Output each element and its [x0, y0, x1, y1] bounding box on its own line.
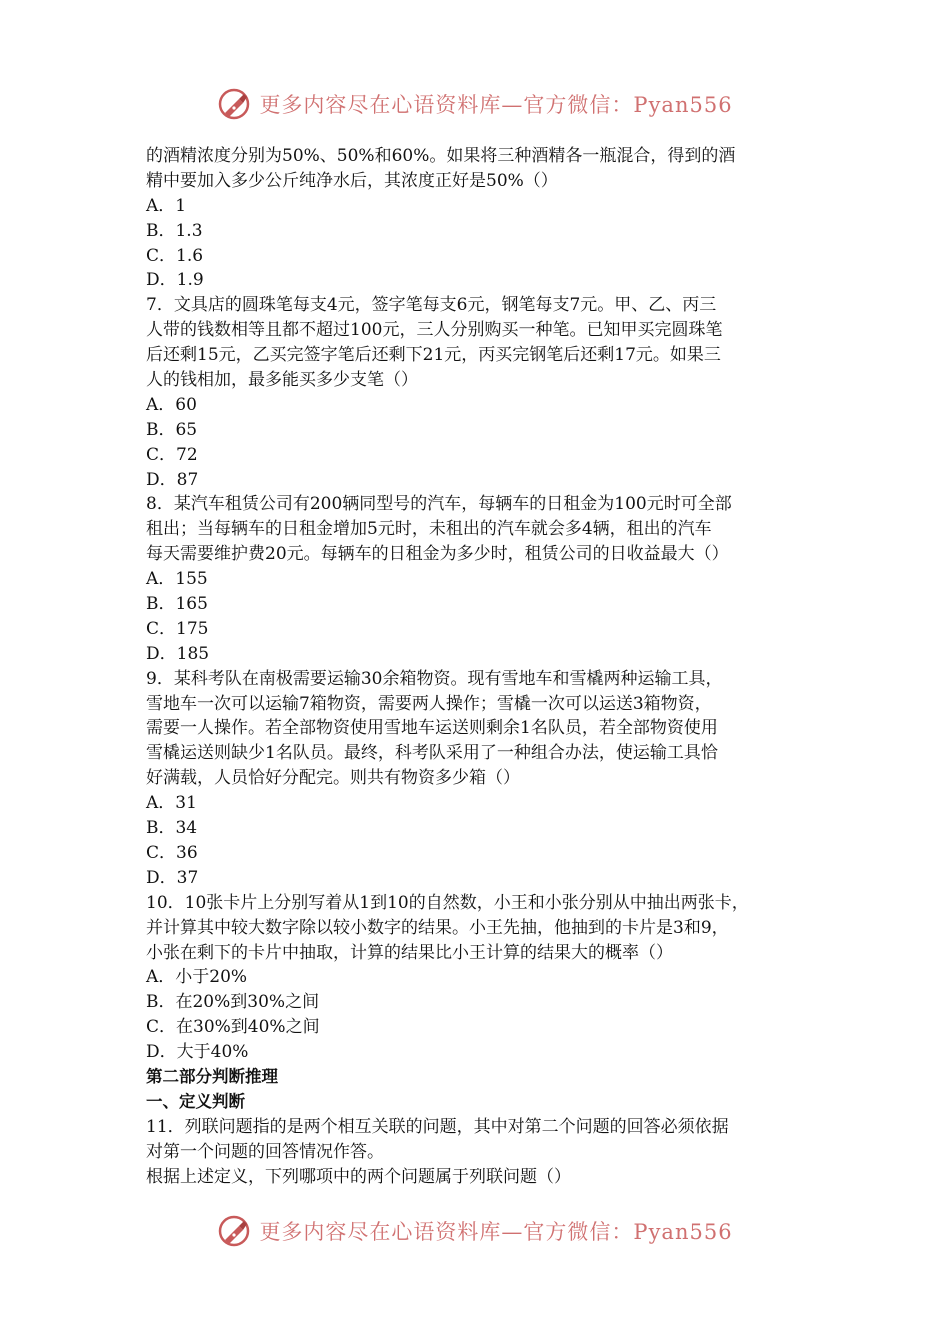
text-line: B．165: [146, 594, 208, 615]
text-line: 10．10张卡片上分别写着从1到10的自然数，小王和小张分别从中抽出两张卡，: [146, 892, 749, 913]
text-line: D．87: [146, 469, 199, 490]
text-line: C．175: [146, 618, 209, 639]
text-line: C．36: [146, 842, 198, 863]
text-line: A．31: [146, 793, 197, 814]
text-line: D．37: [146, 867, 199, 888]
pen-nib-logo-icon: [217, 87, 251, 121]
text-line: 需要一人操作。若全部物资使用雪地车运送则剩余1名队员，若全部物资使用: [146, 718, 718, 739]
text-line: 并计算其中较大数字除以较小数字的结果。小王先抽，他抽到的卡片是3和9，: [146, 917, 729, 938]
text-line: 租出；当每辆车的日租金增加5元时，未租出的汽车就会多4辆，租出的汽车: [146, 519, 712, 540]
section-heading: 第二部分判断推理: [146, 1066, 278, 1086]
text-line: 精中要加入多少公斤纯净水后，其浓度正好是50%（）: [146, 170, 558, 191]
text-line: B．在20%到30%之间: [146, 992, 320, 1013]
text-line: 11．列联问题指的是两个相互关联的问题，其中对第二个问题的回答必须依据: [146, 1116, 729, 1137]
text-line: D．大于40%: [146, 1042, 249, 1063]
text-line: D．185: [146, 643, 210, 664]
text-line: 每天需要维护费20元。每辆车的日租金为多少时，租赁公司的日收益最大（）: [146, 544, 729, 565]
text-line: 雪橇运送则缺少1名队员。最终，科考队采用了一种组合办法，使运输工具恰: [146, 743, 718, 764]
text-line: A．155: [146, 569, 208, 590]
text-line: 8．某汽车租赁公司有200辆同型号的汽车，每辆车的日租金为100元时可全部: [146, 494, 732, 515]
section-heading: 一、定义判断: [146, 1091, 245, 1111]
text-line: 根据上述定义，下列哪项中的两个问题属于列联问题（）: [146, 1166, 571, 1187]
text-line: 对第一个问题的回答情况作答。: [146, 1141, 384, 1162]
text-line: 小张在剩下的卡片中抽取，计算的结果比小王计算的结果大的概率（）: [146, 942, 673, 963]
text-line: 好满载，人员恰好分配完。则共有物资多少箱（）: [146, 768, 520, 789]
text-line: A．1: [146, 195, 187, 216]
pen-nib-logo-icon: [217, 1214, 251, 1248]
text-line: 后还剩15元，乙买完签字笔后还剩下21元，丙买完钢笔后还剩17元。如果三: [146, 345, 721, 366]
text-line: 雪地车一次可以运输7箱物资，需要两人操作；雪橇一次可以运送3箱物资，: [146, 693, 712, 714]
text-line: 人的钱相加，最多能买多少支笔（）: [146, 370, 418, 391]
text-line: D．1.9: [146, 270, 204, 291]
text-line: B．65: [146, 419, 198, 440]
text-line: 的酒精浓度分别为50%、50%和60%。如果将三种酒精各一瓶混合，得到的酒: [146, 146, 736, 166]
text-line: B．34: [146, 818, 198, 839]
text-line: C．72: [146, 444, 198, 465]
footer-watermark-banner: [0, 1211, 950, 1251]
header-watermark-banner: [0, 84, 950, 124]
document-body: [146, 144, 812, 1189]
text-line: A．小于20%: [146, 967, 248, 988]
text-line: 人带的钱数相等且都不超过100元，三人分别购买一种笔。已知甲买完圆珠笔: [146, 320, 723, 341]
text-line: A．60: [146, 394, 197, 415]
text-line: C．在30%到40%之间: [146, 1017, 320, 1038]
text-line: B．1.3: [146, 220, 203, 241]
text-line: 7．文具店的圆珠笔每支4元，签字笔每支6元，钢笔每支7元。甲、乙、丙三: [146, 295, 717, 316]
text-line: 9．某科考队在南极需要运输30余箱物资。现有雪地车和雪橇两种运输工具，: [146, 668, 723, 689]
watermark-text: 更多内容尽在心语资料库—官方微信：Pyan556: [259, 93, 733, 117]
text-line: C．1.6: [146, 245, 204, 266]
watermark-text: 更多内容尽在心语资料库—官方微信：Pyan556: [259, 1220, 733, 1244]
